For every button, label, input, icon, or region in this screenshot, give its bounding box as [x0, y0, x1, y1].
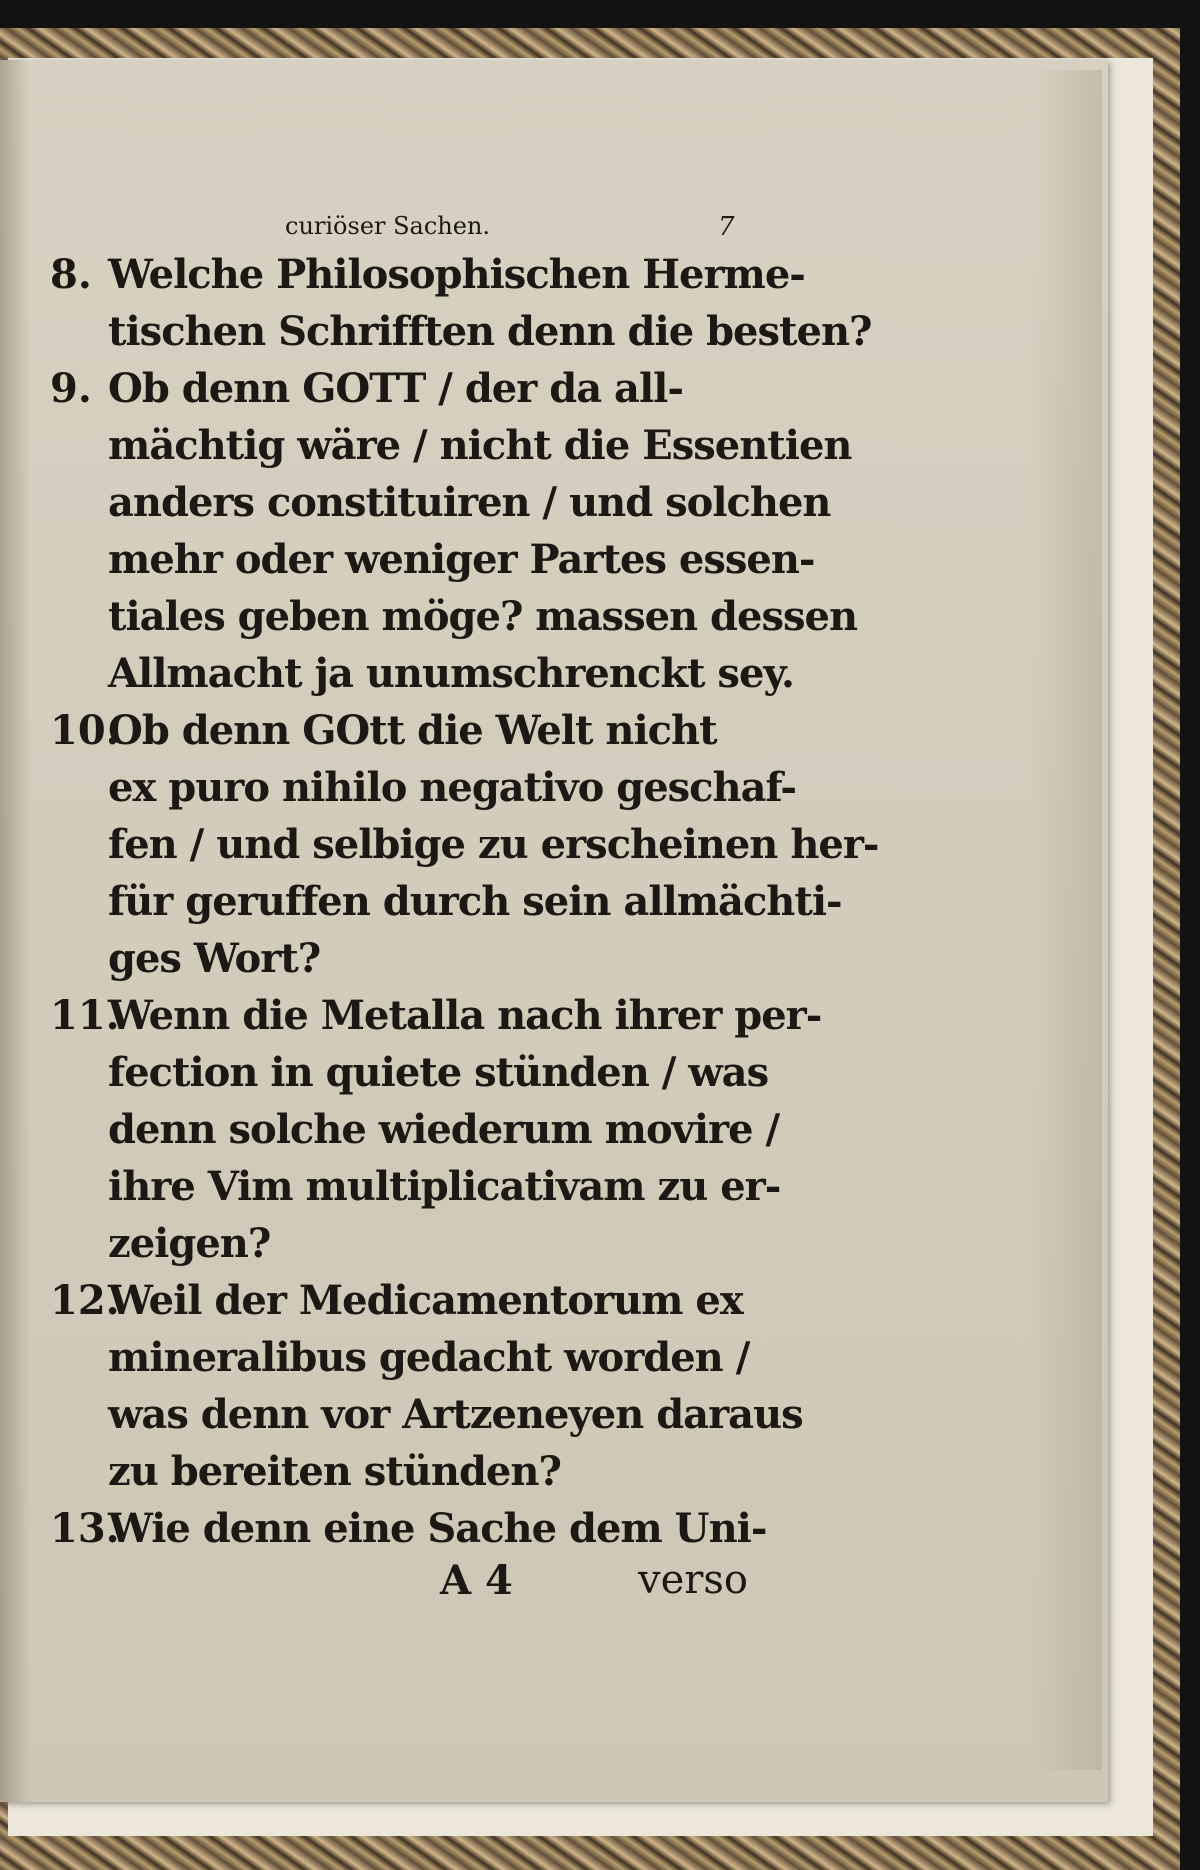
entry-number: 8. [50, 251, 92, 298]
page-edge-shadow [1032, 70, 1102, 1770]
question-list [50, 246, 879, 1557]
entry-number: 12. [50, 1277, 120, 1324]
text-line: ex puro nihilo negativo geschaf- [108, 764, 796, 811]
text-line: Allmacht ja unumschrenckt sey. [108, 650, 794, 697]
text-line: fen / und selbige zu erscheinen her- [108, 821, 879, 868]
text-line: Wie denn eine Sache dem Uni- [108, 1505, 767, 1552]
text-line: Ob denn GOTT / der da all- [108, 365, 683, 412]
page-footer [50, 1557, 750, 1617]
question-entry [50, 702, 879, 987]
signature-mark: A 4 [440, 1557, 513, 1604]
question-entry [50, 246, 872, 360]
text-line: anders constituiren / und solchen [108, 479, 831, 526]
text-line: mächtig wäre / nicht die Essentien [108, 422, 852, 469]
text-line: tischen Schrifften denn die besten? [108, 308, 872, 355]
page-number: 7 [718, 212, 735, 242]
text-line: Welche Philosophischen Herme- [108, 251, 805, 298]
text-line: zu bereiten stünden? [108, 1448, 561, 1495]
page-header [50, 208, 750, 246]
text-line: tiales geben möge? massen dessen [108, 593, 858, 640]
text-block [50, 208, 879, 1617]
question-entry [50, 987, 822, 1272]
entry-number: 11. [50, 992, 120, 1039]
page-gutter [0, 60, 30, 1802]
text-line: mehr oder weniger Partes essen- [108, 536, 815, 583]
entry-number: 10. [50, 707, 120, 754]
entry-number: 13. [50, 1505, 120, 1552]
text-line: für geruffen durch sein allmächti- [108, 878, 842, 925]
text-line: Weil der Medicamentorum ex [108, 1277, 743, 1324]
question-entry [50, 1500, 767, 1557]
question-entry [50, 1272, 803, 1500]
text-line: zeigen? [108, 1220, 271, 1267]
catchword: verso [638, 1557, 748, 1603]
text-line: denn solche wiederum movire / [108, 1106, 780, 1153]
text-line: mineralibus gedacht worden / [108, 1334, 750, 1381]
text-line: Wenn die Metalla nach ihrer per- [108, 992, 822, 1039]
text-line: fection in quiete stünden / was [108, 1049, 769, 1096]
text-line: Ob denn GOtt die Welt nicht [108, 707, 717, 754]
text-line: was denn vor Artzeneyen daraus [108, 1391, 803, 1438]
entry-number: 9. [50, 365, 92, 412]
text-line: ihre Vim multiplicativam zu er- [108, 1163, 781, 1210]
question-entry [50, 360, 858, 702]
running-head: curiöser Sachen. [285, 212, 491, 240]
text-line: ges Wort? [108, 935, 321, 982]
